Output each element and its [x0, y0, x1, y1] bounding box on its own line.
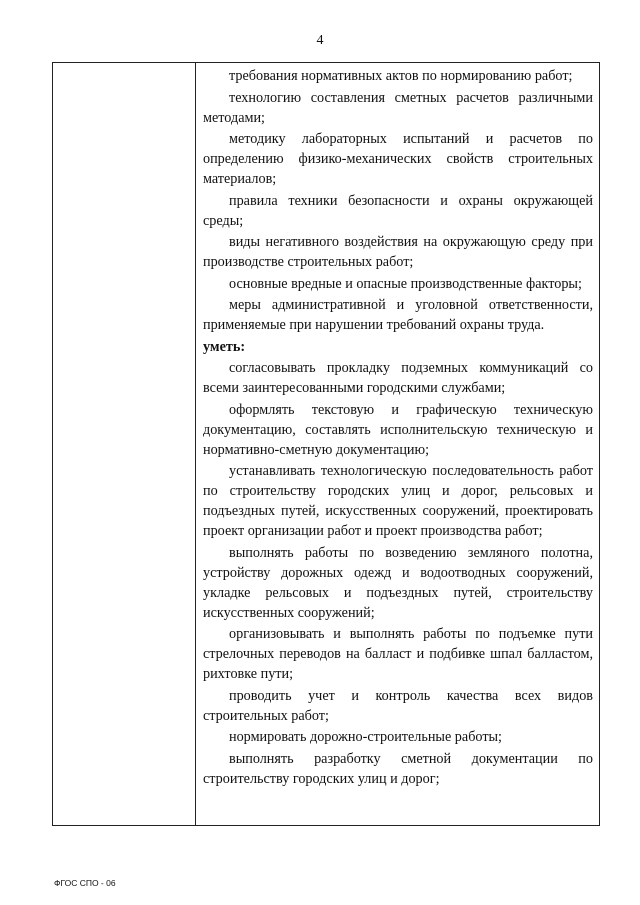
- footer-doc-code: ФГОС СПО - 06: [54, 878, 116, 888]
- list-item: методику лабораторных испытаний и расчетов по определению физико-механических свойств строительных материалов;: [203, 131, 593, 187]
- content-table: [52, 62, 600, 826]
- skills-heading: уметь:: [203, 338, 246, 355]
- list-item: оформлять текстовую и графическую техническую документацию, составлять исполнительскую техническую и нормативно-сметную документацию;: [203, 401, 593, 458]
- list-item: нормировать дорожно-строительные работы;: [229, 729, 502, 745]
- list-item: основные вредные и опасные производственные факторы;: [229, 275, 582, 292]
- page-number: 4: [316, 33, 324, 48]
- list-item: технологию составления сметных расчетов различными методами;: [203, 89, 593, 126]
- list-item: организовывать и выполнять работы по подъемке пути стрелочных переводов на балласт и подбивке шпал балластом, рихтовке пути;: [203, 626, 593, 682]
- requirements-cell: [203, 66, 593, 790]
- list-item: проводить учет и контроль качества всех видов строительных работ;: [203, 687, 593, 724]
- list-item: согласовывать прокладку подземных коммуникаций со всеми заинтересованными городскими службами;: [203, 360, 593, 396]
- column-divider: [195, 63, 196, 825]
- list-item: устанавливать технологическую последовательность работ по строительству городских улиц и дорог, рельсовых и подъездных путей, искусственных сооружений, проектировать проект организации работ и проект производства работ;: [203, 463, 593, 539]
- list-item: требования нормативных актов по нормированию работ;: [229, 68, 573, 84]
- list-item: выполнять разработку сметной документации по строительству городских улиц и дорог;: [203, 750, 593, 787]
- list-item: меры административной и уголовной ответственности, применяемые при нарушении требований охраны труда.: [203, 297, 593, 333]
- list-item: выполнять работы по возведению земляного полотна, устройству дорожных одежд и водоотводных сооружений, укладке рельсовых и подъездных путей, строительству искусственных сооружений;: [203, 544, 593, 621]
- list-item: правила техники безопасности и охраны окружающей среды;: [203, 192, 593, 229]
- list-item: виды негативного воздействия на окружающую среду при производстве строительных работ;: [203, 234, 593, 270]
